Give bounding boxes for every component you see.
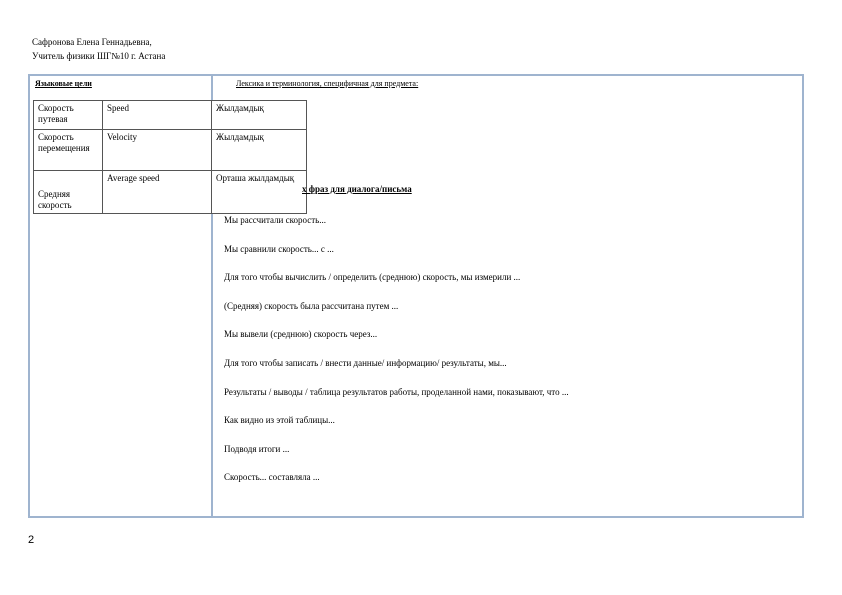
list-item: Мы сравнили скорость... с ... — [224, 243, 334, 254]
list-item: Мы рассчитали скорость... — [224, 215, 327, 225]
term-russian: Средняя скорость — [34, 171, 103, 214]
term-kazakh: Жылдамдық — [212, 130, 307, 171]
term-english: Speed — [103, 101, 212, 130]
table-row — [34, 101, 307, 130]
list-item: Для того чтобы вычислить / определить (среднюю) скорость, мы измерили ... — [224, 272, 521, 283]
phrases-heading: х фраз для диалога/письма — [302, 184, 412, 194]
term-russian: Скорость путевая — [34, 101, 103, 130]
author-name: Сафронова Елена Геннадьевна, — [32, 37, 152, 47]
table-row — [34, 130, 307, 171]
author-block — [32, 35, 165, 63]
term-english: Velocity — [103, 130, 212, 171]
term-russian: Скорость перемещения — [34, 130, 103, 171]
list-item: Для того чтобы записать / внести данные/ информацию/ результаты, мы... — [224, 357, 507, 368]
author-position: Учитель физики ШГ№10 г. Астана — [32, 51, 166, 61]
list-item: Мы вывели (среднюю) скорость через... — [224, 329, 378, 340]
phrase-list — [224, 214, 569, 500]
term-kazakh: Жылдамдық — [212, 101, 307, 130]
list-item: Скорость... составляла ... — [224, 472, 320, 483]
language-goals-heading: Языковые цели — [35, 79, 92, 88]
list-item: Подводя итоги ... — [224, 443, 290, 454]
page-number: 2 — [28, 534, 35, 546]
list-item: Результаты / выводы / таблица результатов работы, проделанной нами, показывают, что ... — [224, 386, 569, 397]
list-item: Как видно из этой таблицы... — [224, 415, 335, 426]
vocabulary-heading: Лексика и терминология, специфичная для предмета: — [236, 79, 419, 88]
table-row — [34, 171, 307, 214]
list-item: (Средняя) скорость была рассчитана путем ... — [224, 300, 399, 311]
term-english: Average speed — [103, 171, 212, 214]
vocabulary-table — [33, 100, 307, 214]
term-kazakh: Орташа жылдамдық — [212, 171, 307, 214]
